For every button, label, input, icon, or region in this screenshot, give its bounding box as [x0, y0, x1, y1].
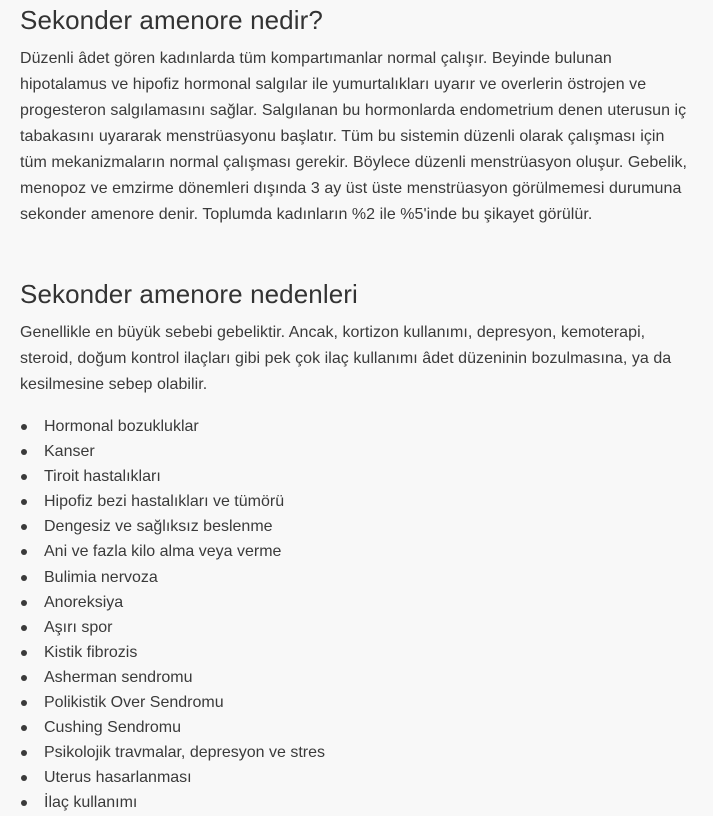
list-item [20, 640, 693, 665]
definition-paragraph: Düzenli âdet gören kadınlarda tüm kompartımanlar normal çalışır. Beyinde bulunan hipotalamus ve hipofiz hormonal salgılar ile yumurtalıkları uyarır ve overlerin östrojen ve progesteron salgılamasını sağlar. Salgılanan bu hormonlarda endometrium denen uterusun iç tabakasını uyararak menstrüasyonu başlatır. Tüm bu sistemin düzenli olarak çalışması için tüm mekanizmaların normal çalışması gerekir. Böylece düzenli menstrüasyon oluşur. Gebelik, menopoz ve emzirme dönemleri dışında 3 ay üst üste menstrüasyon görülmemesi durumuna sekonder amenore denir. Toplumda kadınların %2 ile %5'inde bu şikayet görülür. [20, 50, 688, 223]
list-item [20, 715, 693, 740]
causes-list [20, 414, 693, 816]
list-item [20, 615, 693, 640]
list-item [20, 565, 693, 590]
bullet-icon [21, 725, 27, 731]
list-item [20, 464, 693, 489]
list-item [20, 439, 693, 464]
bullet-icon [21, 775, 27, 781]
bullet-icon [21, 800, 27, 806]
bullet-icon [21, 700, 27, 706]
list-item-label: Hormonal bozukluklar [44, 418, 199, 435]
list-item [20, 539, 693, 564]
list-item [20, 740, 693, 765]
list-item-label: Bulimia nervoza [44, 568, 158, 586]
list-item-label: Kistik fibrozis [44, 643, 138, 661]
list-item [20, 765, 693, 790]
bullet-icon [21, 499, 27, 505]
list-item-label: Uterus hasarlanması [44, 769, 192, 787]
causes-intro-paragraph: Genellikle en büyük sebebi gebeliktir. Ancak, kortizon kullanımı, depresyon, kemoterapi, steroid, doğum kontrol ilaçları gibi pek çok ilaç kullanımı âdet düzeninin bozulmasına, ya da kesilmesine sebep olabilir. [20, 324, 672, 393]
bullet-icon [21, 524, 27, 530]
bullet-icon [21, 600, 27, 606]
list-item [20, 790, 693, 815]
bullet-icon [21, 625, 27, 631]
list-item [20, 590, 693, 615]
bullet-icon [21, 449, 27, 455]
list-item [20, 665, 693, 690]
list-item-label: Aşırı spor [44, 618, 113, 636]
bullet-icon [21, 675, 27, 681]
list-item-label: Hipofiz bezi hastalıkları ve tümörü [44, 493, 285, 511]
list-item-label: Tiroit hastalıkları [44, 468, 161, 486]
list-item-label: Kanser [44, 443, 95, 461]
list-item-label: Cushing Sendromu [44, 719, 181, 737]
list-item-label: İlaç kullanımı [44, 794, 138, 812]
list-item-label: Ani ve fazla kilo alma veya verme [44, 543, 282, 561]
section-heading-causes: Sekonder amenore nedenleri [20, 279, 358, 309]
list-item [20, 489, 693, 514]
list-item [20, 414, 693, 439]
list-item-label: Polikistik Over Sendromu [44, 694, 224, 712]
list-item-label: Anoreksiya [44, 593, 124, 611]
bullet-icon [21, 650, 27, 656]
section-heading-definition: Sekonder amenore nedir? [20, 5, 323, 35]
bullet-icon [21, 750, 27, 756]
list-item-label: Asherman sendromu [44, 668, 193, 686]
bullet-icon [21, 474, 27, 480]
list-item-label: Dengesiz ve sağlıksız beslenme [44, 518, 273, 536]
bullet-icon [21, 549, 27, 555]
bullet-icon [21, 575, 27, 581]
list-item [20, 690, 693, 715]
bullet-icon [21, 424, 27, 430]
list-item [20, 514, 693, 539]
list-item-label: Psikolojik travmalar, depresyon ve stres [44, 744, 325, 762]
